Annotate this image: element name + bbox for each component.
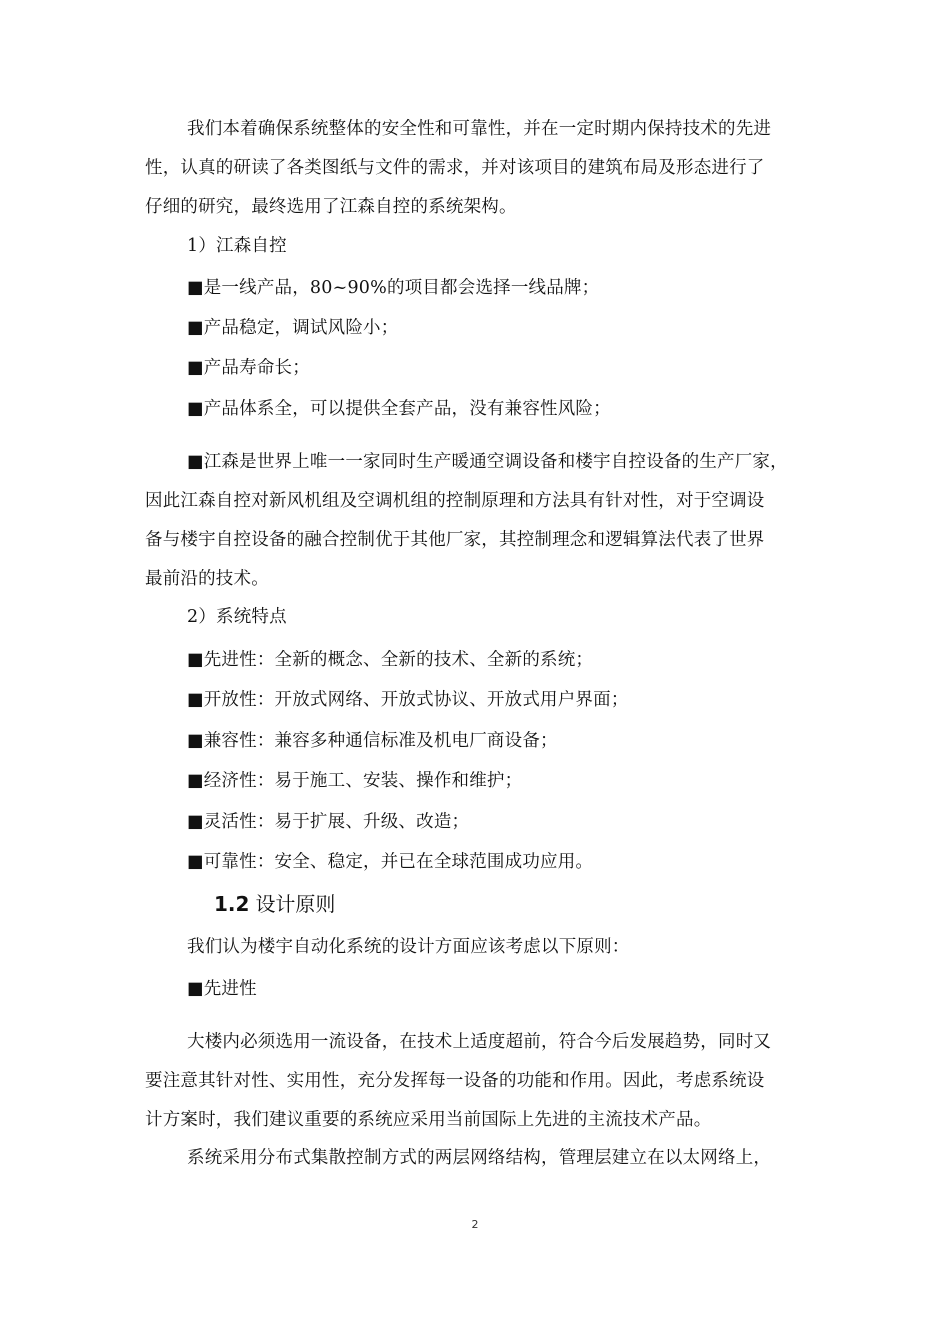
bullet-item: ■先进性 (187, 979, 257, 999)
paragraph-line: ■江森是世界上唯一一家同时生产暖通空调设备和楼宇自控设备的生产厂家， (187, 452, 788, 472)
paragraph-line: 最前沿的技术。 (145, 569, 269, 589)
bullet-item: ■先进性：全新的概念、全新的技术、全新的系统； (187, 650, 594, 670)
section-heading (214, 891, 335, 917)
paragraph-advanced (145, 1030, 809, 1147)
paragraph-line: 因此江森自控对新风机组及空调机组的控制原理和方法具有针对性，对于空调设 (145, 491, 765, 511)
bullet-item: ■产品体系全，可以提供全套产品，没有兼容性风险； (187, 399, 611, 419)
paragraph-line: 仔细的研究，最终选用了江森自控的系统架构。 (145, 197, 517, 217)
paragraph-intro (145, 117, 809, 234)
bullet-item: ■开放性：开放式网络、开放式协议、开放式用户界面； (187, 690, 629, 710)
bullet-item: ■产品寿命长； (187, 358, 310, 378)
paragraph-line: 要注意其针对性、实用性，充分发挥每一设备的功能和作用。因此，考虑系统设 (145, 1071, 765, 1091)
paragraph-architecture (145, 1146, 809, 1185)
paragraph-line: 备与楼宇自控设备的融合控制优于其他厂家，其控制理念和逻辑算法代表了世界 (145, 530, 765, 550)
heading-number: 1.2 (214, 892, 250, 916)
paragraph-line: 我们本着确保系统整体的安全性和可靠性，并在一定时期内保持技术的先进 (187, 119, 772, 139)
bullet-item: ■是一线产品，80~90%的项目都会选择一线品牌； (187, 278, 600, 298)
page-number: 2 (471, 1218, 479, 1231)
bullet-item: ■可靠性：安全、稳定，并已在全球范围成功应用。 (187, 852, 594, 872)
paragraph-line: 计方案时，我们建议重要的系统应采用当前国际上先进的主流技术产品。 (145, 1110, 712, 1130)
section-title-system-features: 2）系统特点 (187, 607, 287, 627)
paragraph-line: 系统采用分布式集散控制方式的两层网络结构，管理层建立在以太网络上， (187, 1148, 772, 1168)
bullet-item: ■产品稳定，调试风险小； (187, 318, 399, 338)
paragraph-line: 大楼内必须选用一流设备，在技术上适度超前，符合今后发展趋势，同时又 (187, 1032, 772, 1052)
bullet-item: ■灵活性：易于扩展、升级、改造； (187, 812, 470, 832)
heading-text: 设计原则 (255, 892, 336, 916)
paragraph-line: 性，认真的研读了各类图纸与文件的需求，并对该项目的建筑布局及形态进行了 (145, 158, 765, 178)
section-title-johnson-controls: 1）江森自控 (187, 236, 287, 256)
bullet-item: ■经济性：易于施工、安装、操作和维护； (187, 771, 523, 791)
bullet-item: ■兼容性：兼容多种通信标准及机电厂商设备； (187, 731, 558, 751)
paragraph-johnson-controls (145, 450, 809, 606)
principles-intro: 我们认为楼宇自动化系统的设计方面应该考虑以下原则： (187, 937, 630, 957)
